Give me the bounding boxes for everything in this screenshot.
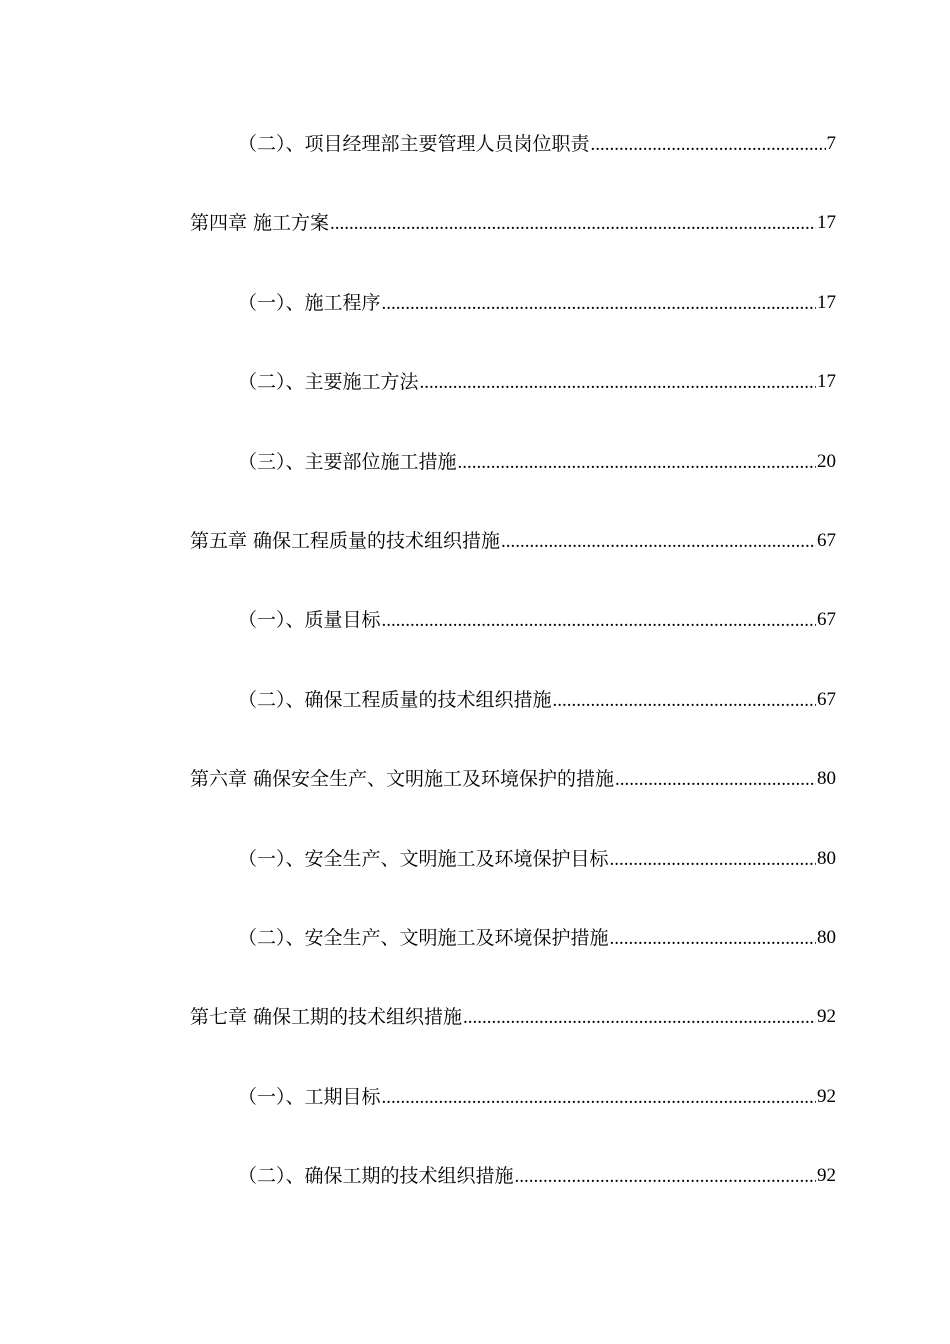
toc-page-number: 17 <box>817 291 836 313</box>
toc-page-number: 67 <box>817 688 836 710</box>
toc-dot-leader <box>382 283 816 323</box>
toc-dot-leader <box>501 521 816 561</box>
toc-page-number: 80 <box>817 768 836 790</box>
toc-entry[interactable] <box>190 759 836 838</box>
toc-page-number: 17 <box>817 371 836 393</box>
toc-entry-title: （二）、确保工期的技术组织措施 <box>238 1165 514 1188</box>
toc-entry-title: （一）、质量目标 <box>238 609 381 632</box>
toc-dot-leader <box>420 362 816 402</box>
toc-page-number: 67 <box>817 609 836 631</box>
toc-entry[interactable] <box>190 362 836 441</box>
toc-dot-leader <box>615 759 816 799</box>
toc-dot-leader <box>382 1077 816 1117</box>
toc-entry[interactable] <box>190 283 836 362</box>
toc-page-number: 67 <box>817 529 836 551</box>
toc-entry-title: 第四章 施工方案 <box>190 212 330 235</box>
toc-page-number: 20 <box>817 450 836 472</box>
toc-dot-leader <box>463 997 816 1037</box>
toc-dot-leader <box>515 1156 816 1196</box>
table-of-contents <box>190 124 836 1235</box>
toc-page-number: 80 <box>817 926 836 948</box>
toc-dot-leader <box>591 124 826 164</box>
toc-entry[interactable] <box>190 203 836 282</box>
toc-dot-leader <box>382 600 816 640</box>
toc-entry-title: （二）、主要施工方法 <box>238 371 419 394</box>
toc-dot-leader <box>610 918 816 958</box>
toc-entry-title: （二）、确保工程质量的技术组织措施 <box>238 688 552 711</box>
toc-entry[interactable] <box>190 1077 836 1156</box>
toc-entry-title: 第六章 确保安全生产、文明施工及环境保护的措施 <box>190 768 615 791</box>
toc-page-number: 92 <box>817 1085 836 1107</box>
toc-entry-title: （一）、安全生产、文明施工及环境保护目标 <box>238 847 609 870</box>
toc-entry-title: （二）、项目经理部主要管理人员岗位职责 <box>238 133 590 155</box>
toc-entry[interactable] <box>190 1156 836 1235</box>
toc-page-number: 7 <box>826 133 836 154</box>
toc-entry[interactable] <box>190 442 836 521</box>
toc-dot-leader <box>553 680 816 720</box>
toc-dot-leader <box>458 442 816 482</box>
toc-page-number: 80 <box>817 847 836 869</box>
toc-page-number: 92 <box>817 1006 836 1028</box>
toc-entry[interactable] <box>190 124 836 203</box>
toc-dot-leader <box>330 203 816 243</box>
toc-entry[interactable] <box>190 839 836 918</box>
toc-page-number: 17 <box>817 212 836 234</box>
toc-entry-title: （三）、主要部位施工措施 <box>238 450 457 473</box>
toc-entry-title: 第七章 确保工期的技术组织措施 <box>190 1006 463 1029</box>
toc-entry-title: 第五章 确保工程质量的技术组织措施 <box>190 529 501 552</box>
toc-entry-title: （一）、施工程序 <box>238 291 381 314</box>
toc-entry-title: （二）、安全生产、文明施工及环境保护措施 <box>238 926 609 949</box>
toc-entry[interactable] <box>190 680 836 759</box>
toc-entry-title: （一）、工期目标 <box>238 1085 381 1108</box>
toc-entry[interactable] <box>190 918 836 997</box>
toc-dot-leader <box>610 839 816 879</box>
toc-entry[interactable] <box>190 521 836 600</box>
toc-entry[interactable] <box>190 997 836 1076</box>
toc-page-number: 92 <box>817 1165 836 1187</box>
toc-entry[interactable] <box>190 600 836 679</box>
